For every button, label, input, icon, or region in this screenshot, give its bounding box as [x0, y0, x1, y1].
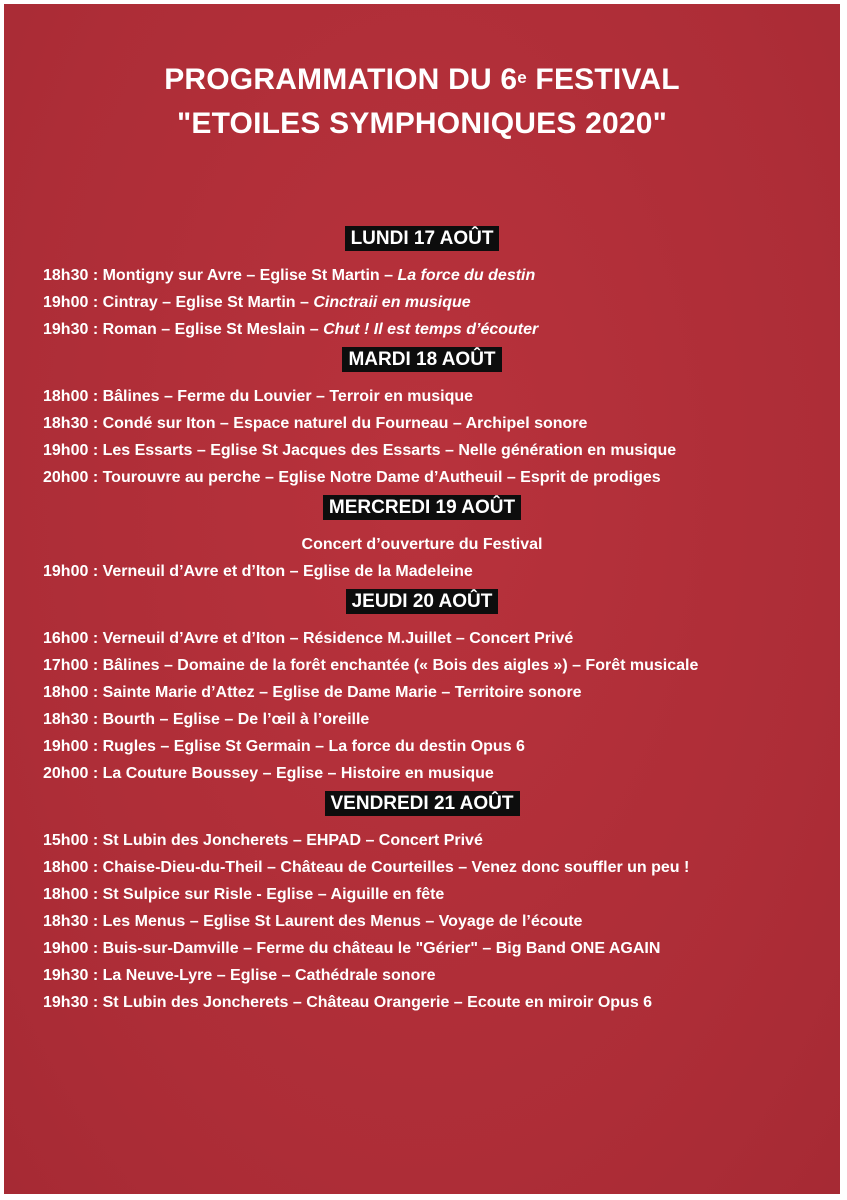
event-row	[4, 625, 840, 652]
event-row	[4, 760, 840, 787]
event-text: Tourouvre au perche – Eglise Notre Dame d’Autheuil – Esprit de prodiges	[102, 469, 661, 486]
event-row	[4, 437, 840, 464]
event-time: 18h00 :	[43, 388, 99, 405]
event-row	[4, 881, 840, 908]
event-time: 19h30 :	[43, 321, 99, 338]
event-row	[4, 962, 840, 989]
program-list	[4, 226, 840, 1016]
day-banner: MARDI 18 AOÛT	[342, 347, 501, 372]
event-row	[4, 652, 840, 679]
event-row	[4, 827, 840, 854]
day-heading	[4, 347, 840, 375]
day-heading	[4, 495, 840, 523]
event-time: 18h00 :	[43, 859, 99, 876]
event-text: Rugles – Eglise St Germain – La force du destin Opus 6	[102, 738, 525, 755]
event-row	[4, 854, 840, 881]
event-text: Sainte Marie d’Attez – Eglise de Dame Marie – Territoire sonore	[102, 684, 582, 701]
day-note: Concert d’ouverture du Festival	[301, 536, 543, 553]
event-text: Cintray – Eglise St Martin –	[102, 294, 314, 311]
day-banner: MERCREDI 19 AOÛT	[323, 495, 521, 520]
event-text: St Sulpice sur Risle - Eglise – Aiguille en fête	[102, 886, 445, 903]
event-row	[4, 316, 840, 343]
title-line-2: "ETOILES SYMPHONIQUES 2020"	[176, 107, 668, 140]
event-row	[4, 410, 840, 437]
event-time: 19h00 :	[43, 294, 99, 311]
day-heading	[4, 226, 840, 254]
event-time: 19h00 :	[43, 563, 99, 580]
event-time: 19h30 :	[43, 967, 99, 984]
event-row	[4, 989, 840, 1016]
event-row	[4, 935, 840, 962]
event-text: Buis-sur-Damville – Ferme du château le "Gérier" – Big Band ONE AGAIN	[102, 940, 661, 957]
day-heading	[4, 589, 840, 617]
day-banner: LUNDI 17 AOÛT	[345, 226, 500, 251]
title-superscript: e	[517, 68, 527, 87]
event-text: Condé sur Iton – Espace naturel du Fourneau – Archipel sonore	[102, 415, 588, 432]
event-text: St Lubin des Joncherets – Château Orangerie – Ecoute en miroir Opus 6	[102, 994, 653, 1011]
event-text: Verneuil d’Avre et d’Iton – Résidence M.Juillet – Concert Privé	[102, 630, 574, 647]
title-line-1-prefix: PROGRAMMATION DU 6	[164, 63, 518, 96]
event-row	[4, 262, 840, 289]
event-text: Montigny sur Avre – Eglise St Martin –	[102, 267, 398, 284]
flyer-page	[4, 4, 840, 1194]
event-time: 20h00 :	[43, 469, 99, 486]
event-title-italic: Cinctraii en musique	[313, 294, 471, 311]
event-text: La Neuve-Lyre – Eglise – Cathédrale sonore	[102, 967, 436, 984]
event-text: Les Menus – Eglise St Laurent des Menus – Voyage de l’écoute	[102, 913, 583, 930]
event-title-italic: La force du destin	[397, 267, 536, 284]
event-text: Bâlines – Ferme du Louvier – Terroir en musique	[102, 388, 474, 405]
event-time: 16h00 :	[43, 630, 99, 647]
event-time: 20h00 :	[43, 765, 99, 782]
event-time: 18h30 :	[43, 913, 99, 930]
title-line-1-suffix: FESTIVAL	[526, 63, 680, 96]
event-time: 19h30 :	[43, 994, 99, 1011]
event-row	[4, 908, 840, 935]
title-line-1	[4, 58, 840, 102]
day-banner: JEUDI 20 AOÛT	[346, 589, 499, 614]
event-text: La Couture Boussey – Eglise – Histoire en musique	[102, 765, 494, 782]
event-text: Bourth – Eglise – De l’œil à l’oreille	[102, 711, 370, 728]
event-row	[4, 558, 840, 585]
event-time: 18h30 :	[43, 415, 99, 432]
event-row	[4, 289, 840, 316]
day-banner: VENDREDI 21 AOÛT	[325, 791, 520, 816]
event-row	[4, 679, 840, 706]
event-text: Bâlines – Domaine de la forêt enchantée (« Bois des aigles ») – Forêt musicale	[102, 657, 699, 674]
event-title-italic: Chut ! Il est temps d’écouter	[323, 321, 539, 338]
event-time: 19h00 :	[43, 442, 99, 459]
event-row	[4, 733, 840, 760]
event-text: Chaise-Dieu-du-Theil – Château de Courteilles – Venez donc souffler un peu !	[102, 859, 690, 876]
event-row	[4, 383, 840, 410]
festival-title	[4, 58, 840, 146]
day-heading	[4, 791, 840, 819]
event-row	[4, 464, 840, 491]
event-row	[4, 706, 840, 733]
event-time: 15h00 :	[43, 832, 99, 849]
event-text: St Lubin des Joncherets – EHPAD – Concert Privé	[102, 832, 483, 849]
event-text: Les Essarts – Eglise St Jacques des Essarts – Nelle génération en musique	[102, 442, 677, 459]
event-time: 17h00 :	[43, 657, 99, 674]
event-text: Verneuil d’Avre et d’Iton – Eglise de la Madeleine	[102, 563, 473, 580]
event-time: 19h00 :	[43, 940, 99, 957]
event-time: 19h00 :	[43, 738, 99, 755]
event-time: 18h30 :	[43, 711, 99, 728]
event-time: 18h00 :	[43, 886, 99, 903]
event-text: Roman – Eglise St Meslain –	[102, 321, 324, 338]
event-time: 18h00 :	[43, 684, 99, 701]
event-time: 18h30 :	[43, 267, 99, 284]
